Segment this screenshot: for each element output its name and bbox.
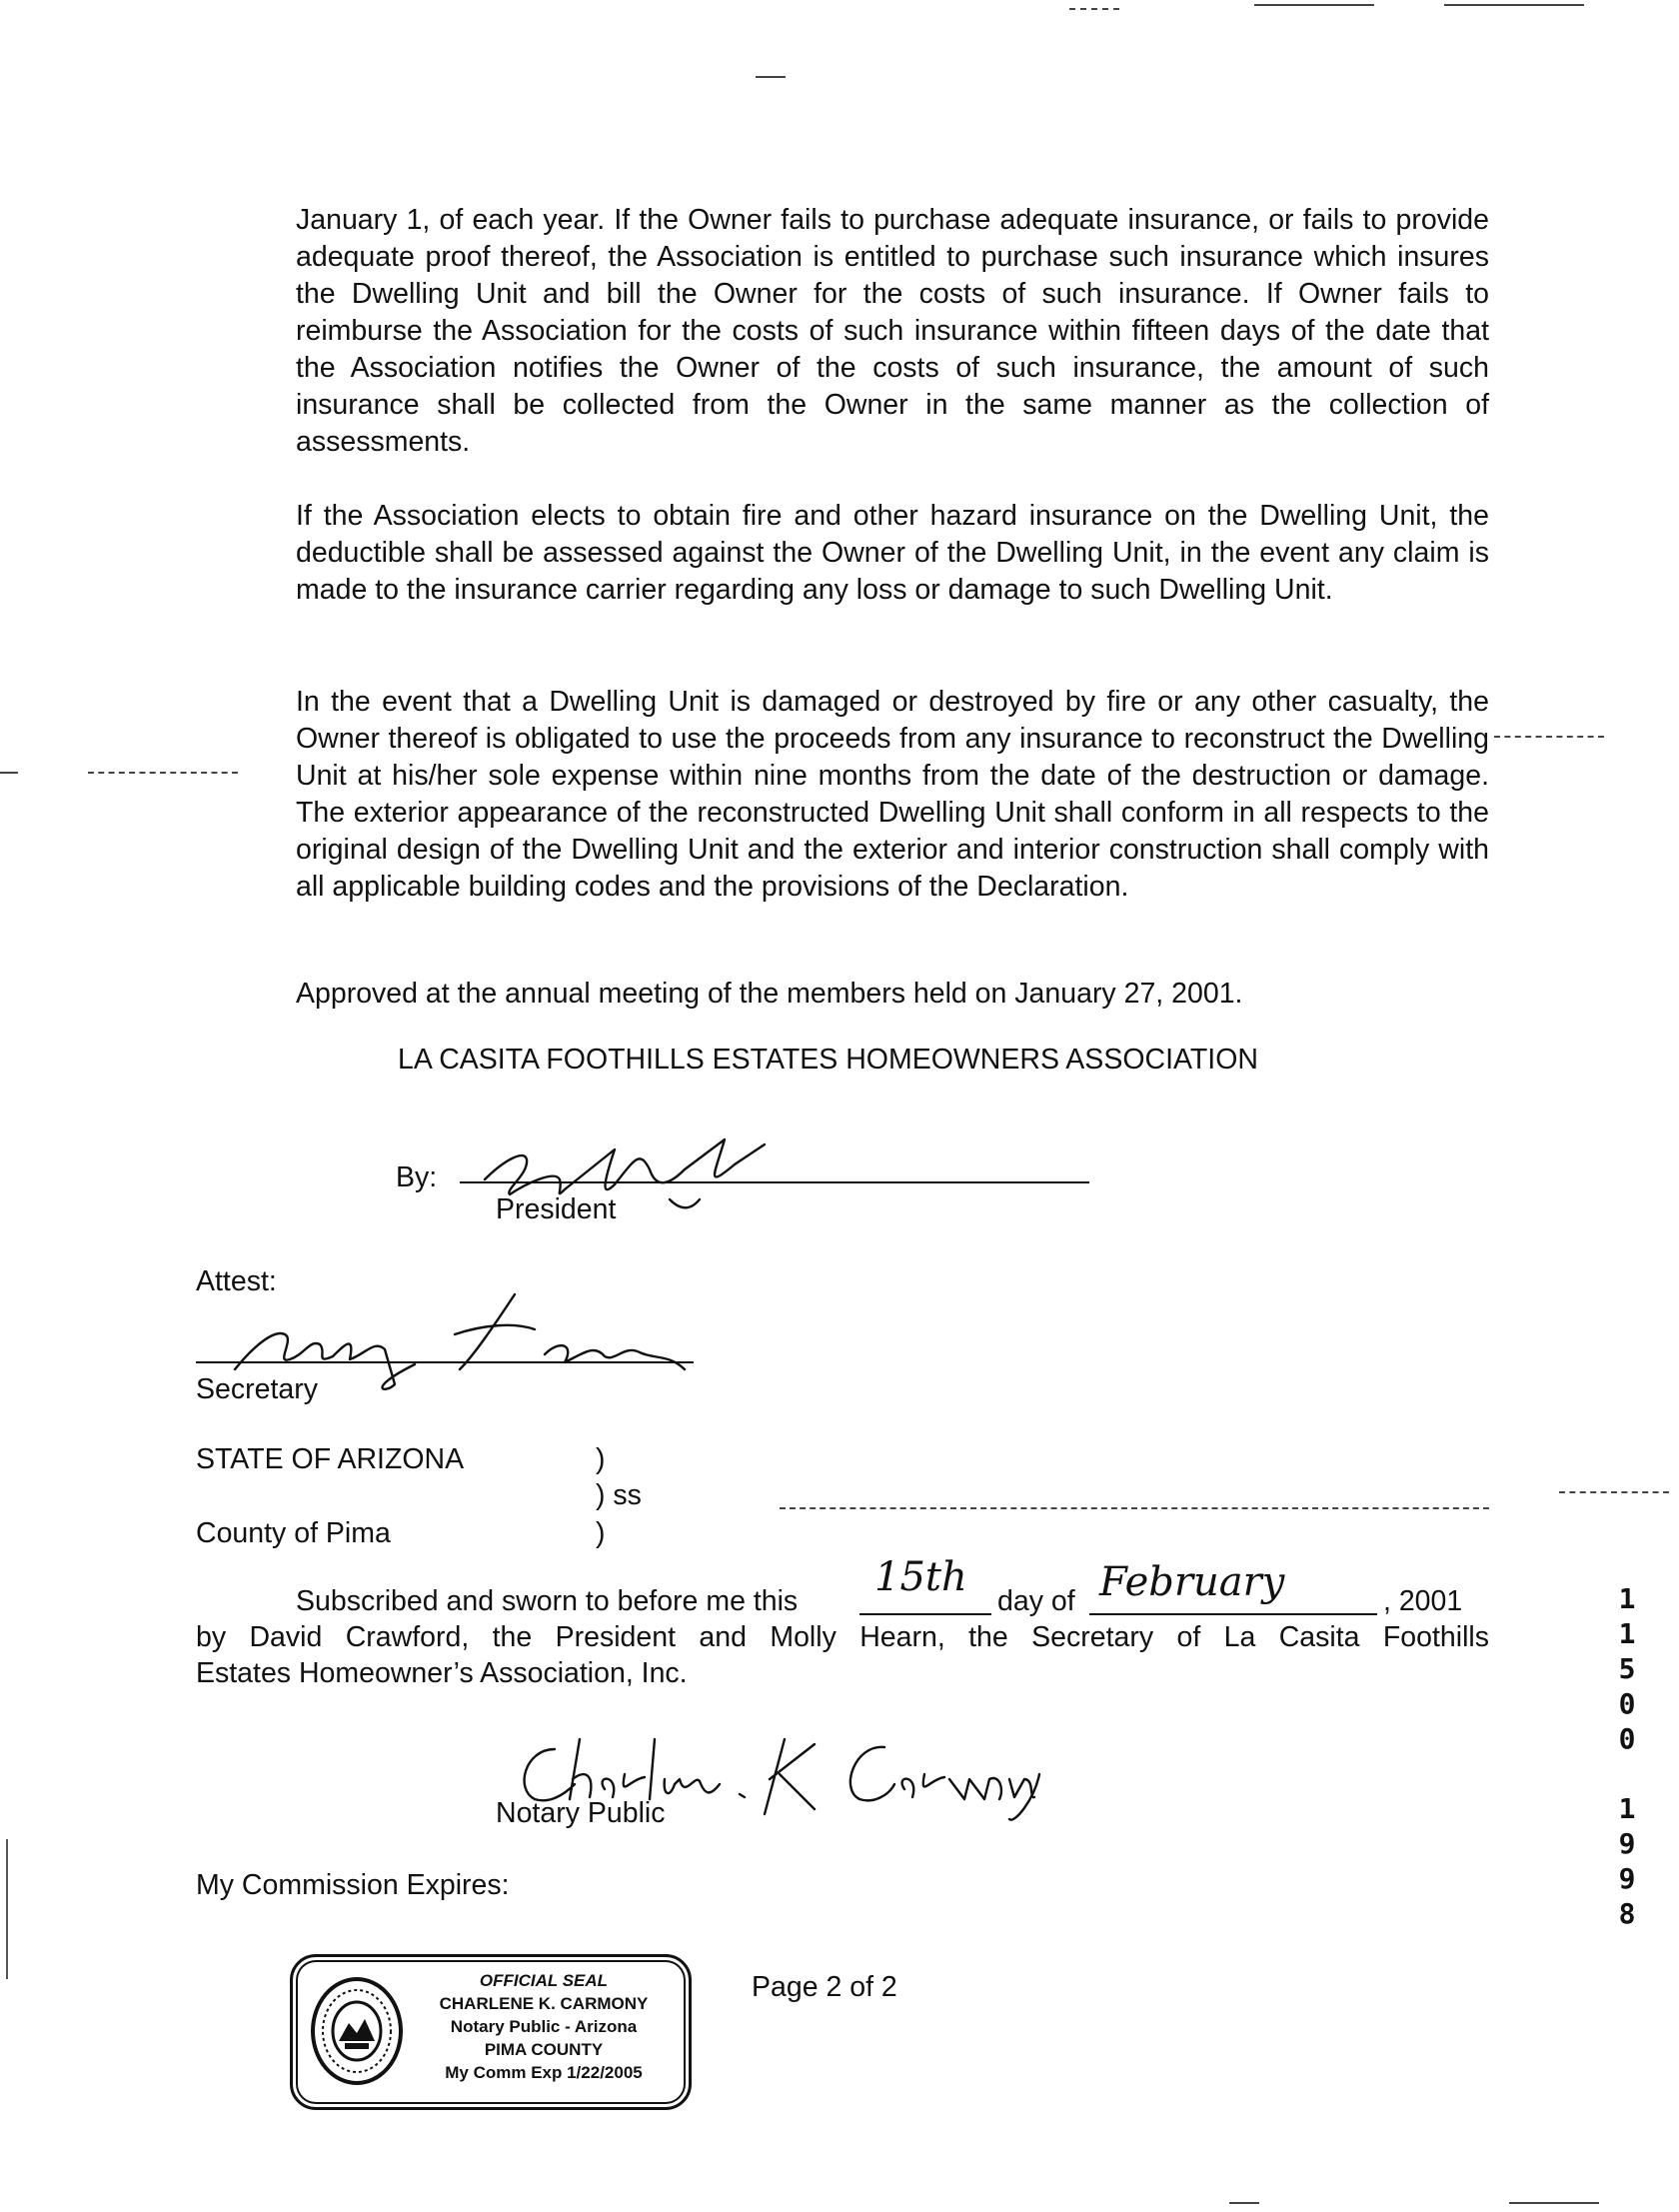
commission-expires: My Commission Expires: xyxy=(196,1869,510,1901)
stamp-digit: 9 xyxy=(1618,1862,1636,1895)
reconstruction-paragraph: In the event that a Dwelling Unit is damaged or destroyed by fire or any other casualty, the Owner thereof is obligated to use the proceeds from any insurance to reconstruct the Dwelling Unit at his/her sole expense within nine months from the date of the destruction or damage. The exterior appearance of the reconstructed Dwelling Unit shall conform in all respects to the original design of the Dwelling Unit and the exterior and interior construction shall comply with all applicable building codes and the provisions of the Declaration. xyxy=(296,686,1489,903)
scan-mark xyxy=(1069,8,1119,10)
venue-state: STATE OF ARIZONA xyxy=(196,1443,465,1475)
seal-line: Notary Public - Arizona xyxy=(450,2017,638,2036)
scan-mark xyxy=(0,772,18,774)
jurat-day: 15th xyxy=(874,1554,967,1600)
by-label: By: xyxy=(396,1161,438,1193)
stamp-digit: 8 xyxy=(1618,1897,1636,1930)
scan-mark xyxy=(1254,4,1374,6)
venue-county: County of Pima xyxy=(196,1517,391,1549)
jurat-day-of: day of xyxy=(997,1585,1075,1617)
scan-mark xyxy=(1509,2202,1599,2204)
jurat-line-2: by David Crawford, the President and Molly Hearn, the Secretary of La Casita Foothills xyxy=(196,1621,1489,1653)
president-title: President xyxy=(496,1193,617,1225)
scan-mark xyxy=(1559,1491,1669,1493)
stamp-digit: 1 xyxy=(1618,1582,1636,1615)
seal-text xyxy=(411,1969,677,2084)
scan-mark xyxy=(6,1839,8,1979)
scan-mark xyxy=(756,76,786,78)
seal-line: PIMA COUNTY xyxy=(484,2040,604,2059)
notary-title: Notary Public xyxy=(496,1797,666,1829)
stamp-digit: 0 xyxy=(1618,1687,1636,1720)
secretary-title: Secretary xyxy=(196,1373,318,1405)
scan-mark xyxy=(1229,2202,1259,2204)
seal-line: My Comm Exp 1/22/2005 xyxy=(445,2063,643,2082)
stamp-gap xyxy=(1607,1756,1647,1791)
jurat-month: February xyxy=(1099,1559,1285,1605)
jurat-year: , 2001 xyxy=(1383,1585,1463,1617)
jurat-line-3: Estates Homeowner’s Association, Inc. xyxy=(196,1657,688,1689)
venue-paren-close: ) xyxy=(596,1517,606,1549)
stamp-digit: 0 xyxy=(1618,1722,1636,1755)
stamp-digit: 9 xyxy=(1618,1827,1636,1860)
approval-statement: Approved at the annual meeting of the members held on January 27, 2001. xyxy=(296,978,1243,1010)
scan-mark xyxy=(1494,736,1604,738)
insurance-paragraph: January 1, of each year. If the Owner fails to purchase adequate insurance, or fails to provide adequate proof thereof, the Association is entitled to purchase such insurance which insures the Dwelling Unit and bill the Owner for the costs of such insurance. If Owner fails to reimburse the Association for the costs of such insurance within fifteen days of the date that the Association notifies the Owner of the costs of such insurance, the amount of such insurance shall be collected from the Owner in the same manner as the collection of assessments. xyxy=(296,204,1489,458)
attest-label: Attest: xyxy=(196,1265,277,1297)
jurat-prefix: Subscribed and sworn to before me this xyxy=(296,1585,799,1617)
recording-number-stamp xyxy=(1607,1581,1647,1931)
jurat-day-blank xyxy=(859,1613,991,1615)
hazard-insurance-paragraph: If the Association elects to obtain fire and other hazard insurance on the Dwelling Unit, the deductible shall be assessed against the Owner of the Dwelling Unit, in the event any claim is made to the insurance carrier regarding any loss or damage to such Dwelling Unit. xyxy=(296,500,1489,606)
venue-ss: ) ss xyxy=(596,1479,642,1511)
jurat-month-blank xyxy=(1089,1613,1377,1615)
stamp-digit: 1 xyxy=(1618,1617,1636,1650)
scan-mark xyxy=(1444,4,1584,6)
association-name: LA CASITA FOOTHILLS ESTATES HOMEOWNERS ASSOCIATION xyxy=(398,1044,1258,1076)
venue-paren-open: ) xyxy=(596,1443,606,1475)
stamp-digit: 5 xyxy=(1618,1652,1636,1685)
scan-mark xyxy=(88,772,238,774)
seal-line: OFFICIAL SEAL xyxy=(479,1971,609,1990)
arizona-seal-emblem xyxy=(309,1973,405,2089)
official-seal xyxy=(290,1954,692,2110)
seal-line: CHARLENE K. CARMONY xyxy=(439,1994,649,2013)
scan-mark xyxy=(780,1507,1489,1509)
stamp-digit: 1 xyxy=(1618,1792,1636,1825)
page-number: Page 2 of 2 xyxy=(752,1971,897,2003)
